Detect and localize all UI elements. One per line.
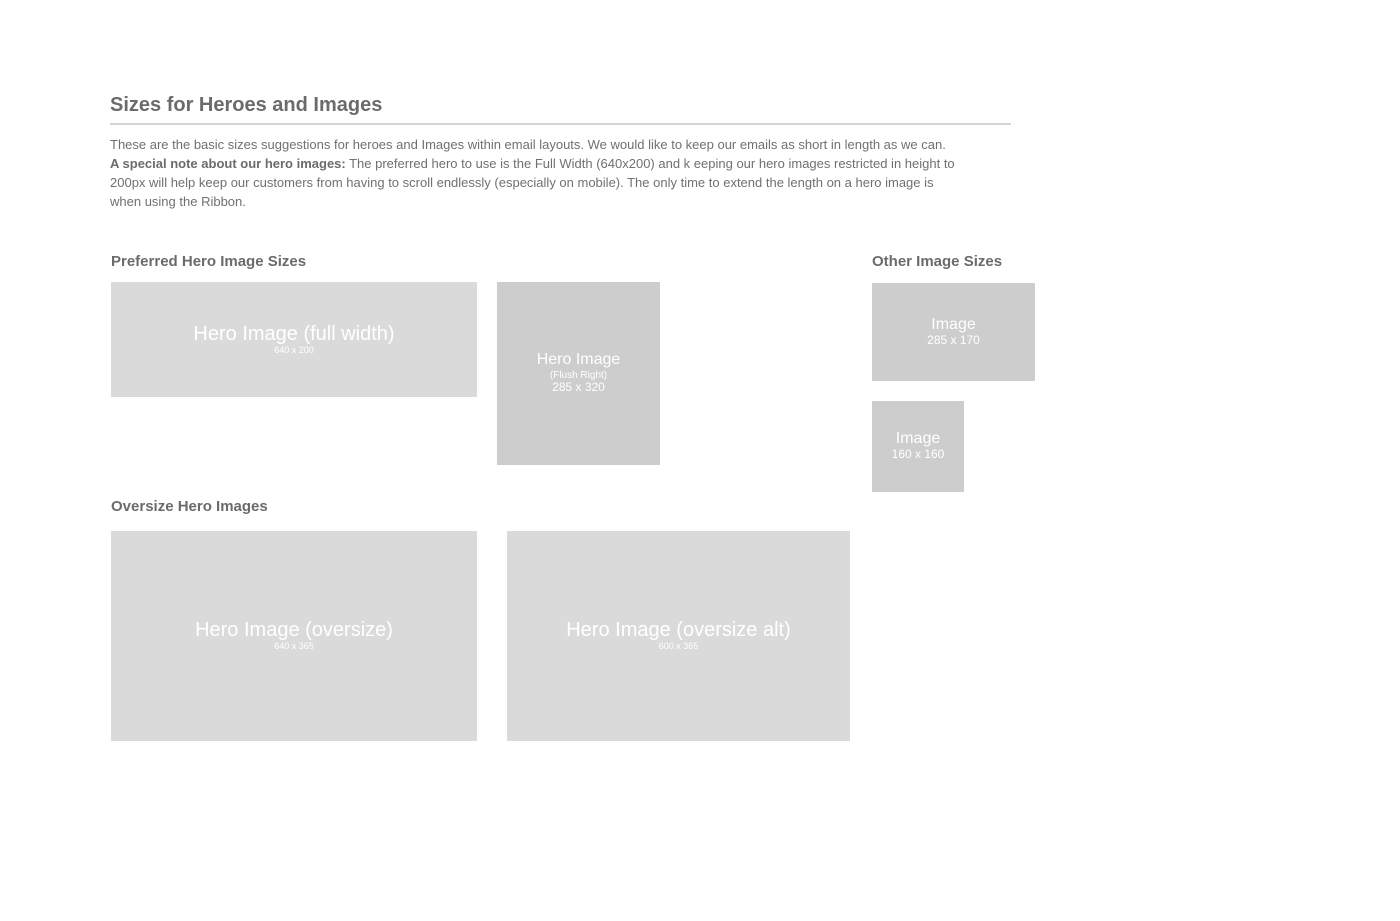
intro-paragraph <box>110 135 990 211</box>
hero-flush-right-placeholder <box>497 282 660 465</box>
intro-line-4: when using the Ribbon. <box>110 194 246 209</box>
intro-line-2 <box>110 154 990 173</box>
hero-oversize-alt-size: 600 x 365 <box>658 641 699 652</box>
image-square-title: Image <box>895 430 941 448</box>
hero-oversize-alt-title: Hero Image (oversize alt) <box>566 619 791 642</box>
hero-full-width-size: 640 x 200 <box>274 344 314 355</box>
hero-flush-right-title: Hero Image <box>536 350 621 368</box>
hero-full-width-placeholder <box>111 282 477 397</box>
image-square-placeholder <box>872 401 964 492</box>
intro-note-text: The preferred hero to use is the Full Width (640x200) and k eeping our hero images restricted in height to <box>345 156 955 171</box>
oversize-heading: Oversize Hero Images <box>111 498 268 515</box>
page-title: Sizes for Heroes and Images <box>110 94 383 116</box>
title-divider <box>110 123 1011 125</box>
hero-full-width-title: Hero Image (full width) <box>193 322 395 345</box>
intro-line-3: 200px will help keep our customers from having to scroll endlessly (especially on mobile). The only time to extend the length on a hero image is <box>110 175 934 190</box>
hero-flush-right-size: 285 x 320 <box>552 380 605 395</box>
image-medium-placeholder <box>872 283 1035 381</box>
hero-oversize-alt-placeholder <box>507 531 850 741</box>
hero-flush-right-note: (Flush Right) <box>549 369 608 381</box>
image-square-size: 160 x 160 <box>891 447 945 462</box>
hero-oversize-title: Hero Image (oversize) <box>195 619 393 642</box>
preferred-heading: Preferred Hero Image Sizes <box>111 253 307 270</box>
intro-note-label: A special note about our hero images: <box>110 156 346 171</box>
intro-line-1: These are the basic sizes suggestions for heroes and Images within email layouts. We would like to keep our emails as short in length as we can. <box>110 137 946 152</box>
hero-oversize-placeholder <box>111 531 477 741</box>
image-medium-size: 285 x 170 <box>927 332 980 347</box>
image-medium-title: Image <box>931 315 976 333</box>
hero-oversize-size: 640 x 365 <box>274 641 314 652</box>
other-sizes-heading: Other Image Sizes <box>872 253 1003 270</box>
